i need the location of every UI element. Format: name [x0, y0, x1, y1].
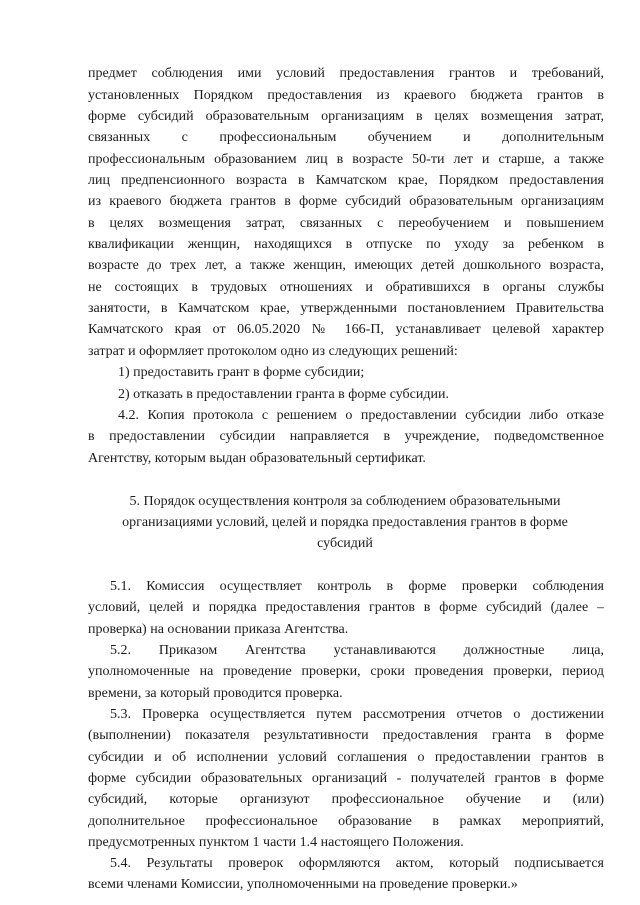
- paragraph-start: 4.2. Копия протокола с решением о предоставлении субсидии либо отказе: [118, 408, 604, 423]
- text-line: предмет соблюдения ими условий предоставления грантов и требований,: [88, 66, 604, 81]
- paragraph-start: 5.3. Проверка осуществляется путем рассмотрения отчетов о достижении: [110, 707, 604, 722]
- paragraph-start: 5.4. Результаты проверок оформляются актом, который подписывается: [110, 856, 604, 871]
- text-line: форме субсидий образовательным организациям в целях возмещения затрат,: [88, 109, 604, 124]
- text-line: уполномоченные на проведение проверки, сроки проведения проверки, период: [88, 664, 604, 679]
- text-line: форме субсидии образовательных организаций - получателей грантов в форме: [88, 771, 604, 786]
- text-line: предусмотренных пунктом 1 части 1.4 настоящего Положения.: [88, 835, 464, 850]
- text-line: связанных с профессиональным обучением и дополнительным: [88, 130, 604, 145]
- list-item: 1) предоставить грант в форме субсидии;: [118, 365, 365, 380]
- text-line: в предоставлении субсидии направляется в учреждение, подведомственное: [88, 429, 604, 444]
- text-line: из краевого бюджета грантов в форме субсидий образовательным организациям: [88, 194, 604, 209]
- paragraph-start: 5.2. Приказом Агентства устанавливаются должностные лица,: [110, 643, 604, 658]
- section-heading: субсидий: [317, 536, 373, 551]
- list-item: 2) отказать в предоставлении гранта в форме субсидии.: [118, 387, 449, 402]
- text-line: затрат и оформляет протоколом одно из следующих решений:: [88, 344, 458, 359]
- text-line: лиц предпенсионного возраста в Камчатском крае, Порядком предоставления: [88, 173, 604, 188]
- text-line: Агентству, которым выдан образовательный сертификат.: [88, 451, 426, 466]
- text-line: дополнительное профессиональное образование в рамках мероприятий,: [88, 814, 604, 829]
- text-line: всеми членами Комиссии, уполномоченными на проведение проверки.»: [88, 877, 518, 892]
- text-line: в целях возмещения затрат, связанных с переобучением и повышением: [88, 216, 604, 231]
- text-line: субсидий, которые организуют профессиональное обучение и (или): [88, 792, 604, 807]
- text-line: Камчатского края от 06.05.2020 № 166-П, устанавливает целевой характер: [88, 322, 604, 337]
- text-line: занятости, в Камчатском крае, утвержденными постановлением Правительства: [88, 301, 604, 316]
- text-line: проверка) на основании приказа Агентства.: [88, 622, 349, 637]
- paragraph-start: 5.1. Комиссия осуществляет контроль в форме проверки соблюдения: [110, 579, 604, 594]
- text-line: профессиональным образованием лиц в возрасте 50-ти лет и старше, а также: [88, 152, 604, 167]
- text-line: установленных Порядком предоставления из краевого бюджета грантов в: [88, 88, 604, 103]
- text-line: возрасте до трех лет, а также женщин, имеющих детей дошкольного возраста,: [88, 258, 604, 273]
- section-heading: организациями условий, целей и порядка предоставления грантов в форме: [122, 515, 568, 530]
- section-heading: 5. Порядок осуществления контроля за соблюдением образовательными: [129, 494, 561, 509]
- text-line: времени, за который проводится проверка.: [88, 686, 343, 701]
- text-line: не состоящих в трудовых отношениях и обратившихся в органы службы: [88, 280, 604, 295]
- text-line: (выполнении) показателя результативности предоставления гранта в форме: [88, 728, 604, 743]
- text-line: условий, целей и порядка предоставления грантов в форме субсидий (далее –: [88, 600, 604, 615]
- text-line: квалификации женщин, находящихся в отпуске по уходу за ребенком в: [88, 237, 604, 252]
- text-line: субсидии и об исполнении условий соглашения о предоставлении грантов в: [88, 750, 604, 765]
